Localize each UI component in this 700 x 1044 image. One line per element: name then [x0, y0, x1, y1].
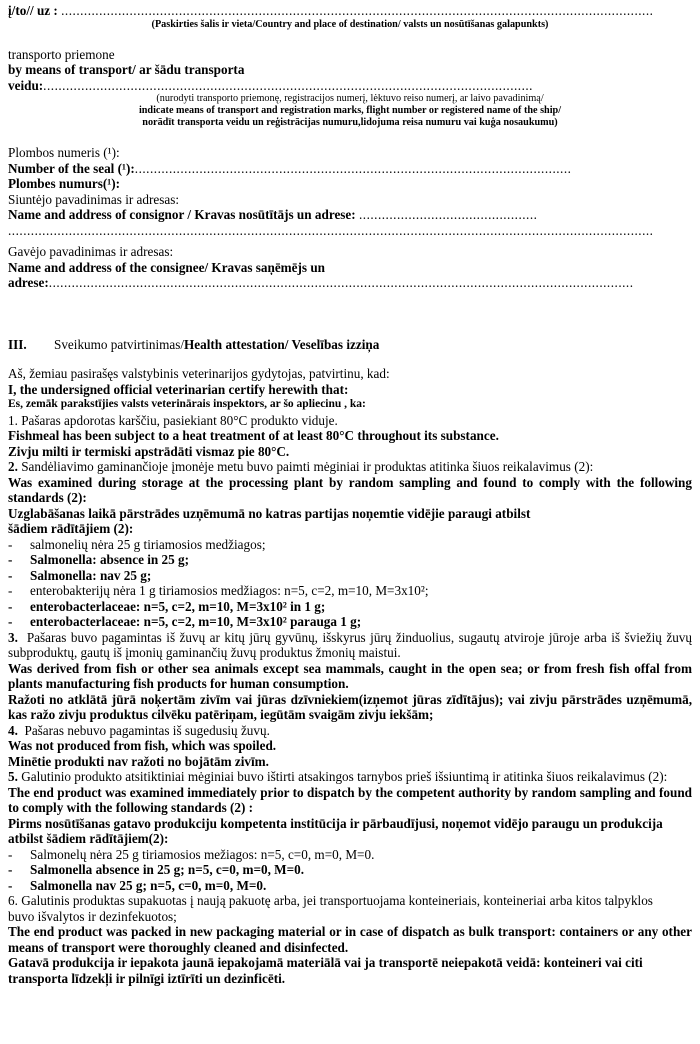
- seal-fill-dots: ...................................................................................................................: [134, 160, 572, 176]
- bullet-3: - Salmonella: nav 25 g;: [8, 567, 152, 583]
- item2-lt: Sandėliavimo gaminančioje įmonėje metu buvo paimti mėginiai ir produktas atitinka šiuos reikalavimus (2):: [21, 459, 594, 474]
- bullet-5: - enterobacterlaceae: n=5, c=2, m=10, M=3x10² in 1 g;: [8, 598, 326, 614]
- bullet-6: - enterobacterlaceae: n=5, c=2, m=10, M=3x10² parauga 1 g;: [8, 614, 362, 629]
- bullet-9: - Salmonella nav 25 g; n=5, c=0, m=0, M=0.: [8, 877, 267, 893]
- section-number: III.: [8, 336, 27, 352]
- item3-lv: Ražoti no atklātā jūrā noķertām zivīm vai jūras dzīvniekiem(izņemot jūras zīdītājus); vai zivju pārstrādes uzņēmumā, kas ražo zivju produktus cilvēku patēriņam, iegūtām svaigām zivju iekšām;: [8, 691, 692, 722]
- bullet-2: - Salmonella: absence in 25 g;: [8, 552, 189, 567]
- bullet-4: - enterobakterijų nėra 1 g tiriamosios medžiagos: n=5, c=2, m=10, M=3x10²;: [8, 583, 429, 598]
- intro-lt: Aš, žemiau pasirašęs valstybinis veterinarijos gydytojas, patvirtinu, kad:: [8, 366, 390, 381]
- seal-label-lv: Plombes numurs(¹):: [8, 176, 121, 191]
- seal-label-lt: Plombos numeris (¹):: [8, 145, 120, 160]
- consignee-adrese-line: [8, 275, 692, 291]
- seal-en-line: [8, 161, 692, 177]
- item6-lt: 6. Galutinis produktas supakuotas į naują pakuotę arba, jei transportuojama konteineriais, konteineriai arba kitos talpyklos buvo išvalytos ir dezinfekuotos;: [8, 893, 653, 924]
- item1-en: Fishmeal has been subject to a heat treatment of at least 80°C throughout its substance.: [8, 428, 499, 443]
- section-title-en-lv: Health attestation/ Veselības izziņa: [184, 336, 380, 352]
- consignor-en-lv-line: [8, 207, 692, 223]
- destination-note: (Paskirties šalis ir vieta/Country and place of destination/ valsts un nosūtīšanas galapunkts): [151, 18, 549, 30]
- transport-note-2: indicate means of transport and registration marks, flight number or registered name of the ship/: [138, 105, 562, 116]
- item2-lt-line: [8, 459, 692, 475]
- consignor-extra-dots: ..........................................................................................................................................................................: [8, 222, 654, 238]
- transport-note-3: norādīt transporta veidu un reģistrācijas numuru,lidojuma reisa numuru vai kuģa nosaukumu): [142, 117, 558, 128]
- item6-en: The end product was packed in new packaging material or in case of dispatch as bulk transport: containers or any other means of transport were thoroughly cleaned and disinfected.: [8, 924, 692, 955]
- item2-number: 2.: [8, 459, 18, 474]
- item6-lv: Gatavā produkcija ir iepakota jaunā iepakojamā materiālā vai ja transportē neiepakotā veidā: konteineri vai citi transporta līdzekļi ir pilnīgi iztīrīti un dezinficēti.: [8, 955, 643, 986]
- destination-label: į/to// uz :: [8, 3, 58, 18]
- item1-lt: 1. Pašaras apdorotas karščiu, pasiekiant 80°C produkto viduje.: [8, 412, 338, 428]
- bullet-7: - Salmonelų nėra 25 g tiriamosios mežiagos: n=5, c=0, m=0, M=0.: [8, 846, 375, 862]
- section-title: [8, 337, 692, 353]
- transport-fill-dots: .................................................................................................................................: [43, 77, 533, 93]
- item2-lv: Uzglabāšanas laikā pārstrādes uzņēmumā no katras partijas noņemtie vidējie paraugi atbilst šādiem rādītājiem (2):: [8, 505, 531, 536]
- transport-veidu-label: veidu:: [8, 77, 44, 93]
- item5-lt: 5. Galutinio produkto atsitiktiniai mėginiai buvo ištirti atsakingos tarnybos prieš išsiuntimą ir atitinka šiuos reikalavimus (2):: [8, 769, 668, 784]
- consignor-label-lt: Siuntėjo pavadinimas ir adresas:: [8, 191, 180, 207]
- item3-en: Was derived from fish or other sea animals except sea mammals, caught in the open sea; or from fresh fish offal from plants manufacturing fish products for human consumption.: [8, 660, 692, 691]
- intro-lv: Es, zemāk parakstījies valsts veterinārais inspektors, ar šo apliecinu , ka:: [8, 398, 366, 410]
- transport-label-en-lv: by means of transport/ ar šādu transporta: [8, 62, 245, 77]
- intro-en: I, the undersigned official veterinarian certify herewith that:: [8, 381, 349, 397]
- destination-fill-dots: ............................................................................................................................................................: [61, 3, 654, 18]
- item5-en: The end product was examined immediately prior to dispatch by the competent authority by random sampling and found to comply with the following standards (2) :: [8, 784, 692, 815]
- item5-lv: Pirms nosūtīšanas gatavo produkciju kompetenta institūcija ir pārbaudījusi, noņemot vidējo paraugu un produkcija atbilst šādiem rādītājiem(2):: [8, 815, 663, 846]
- item1-lv: Zivju milti ir termiski apstrādāti vismaz pie 80°C.: [8, 443, 290, 459]
- consignee-fill-dots: ..........................................................................................................................................................: [48, 275, 634, 290]
- consignee-label-en-lv: Name and address of the consignee/ Kravas saņēmējs un: [8, 259, 325, 275]
- consignee-label-lt: Gavėjo pavadinimas ir adresas:: [8, 244, 174, 259]
- item4-lt: 4. Pašaras nebuvo pagamintas iš sugedusių žuvų.: [8, 722, 270, 738]
- item4-lv: Minētie produkti nav ražoti no bojātām zivīm.: [8, 753, 269, 769]
- transport-note-1: (nurodyti transporto priemonę, registracijos numerį, lėktuvo reiso numerį, ar laivo pavadinimą/: [156, 93, 544, 104]
- item3-lt: 3. Pašaras buvo pagamintas iš žuvų ar kitų jūrų gyvūnų, išskyrus jūrų žinduolius, sugautų atviroje jūroje arba iš šviežių žuvų subproduktų, gautų iš įmonių gaminančių žuvų produktus žmonių maistui.: [8, 629, 692, 660]
- bullet-8: - Salmonella absence in 25 g; n=5, c=0, m=0, M=0.: [8, 862, 305, 877]
- consignee-adrese-label: adrese:: [8, 275, 49, 290]
- consignor-fill-dots: ...............................................: [358, 207, 538, 222]
- destination-line: [8, 3, 692, 19]
- consignor-label-en-lv: Name and address of consignor / Kravas nosūtītājs un adrese:: [8, 207, 356, 222]
- transport-label-lt: transporto priemone: [8, 46, 115, 62]
- section-title-lt: Sveikumo patvirtinimas/: [54, 336, 185, 352]
- bullet-1: - salmonelių nėra 25 g tiriamosios medžiagos;: [8, 536, 266, 552]
- item4-en: Was not produced from fish, which was spoiled.: [8, 738, 277, 753]
- item2-en: Was examined during storage at the processing plant by random sampling and found to comply with the following standards (2):: [8, 474, 692, 505]
- transport-veidu-line: [8, 78, 692, 94]
- seal-label-en: Number of the seal (¹):: [8, 160, 135, 176]
